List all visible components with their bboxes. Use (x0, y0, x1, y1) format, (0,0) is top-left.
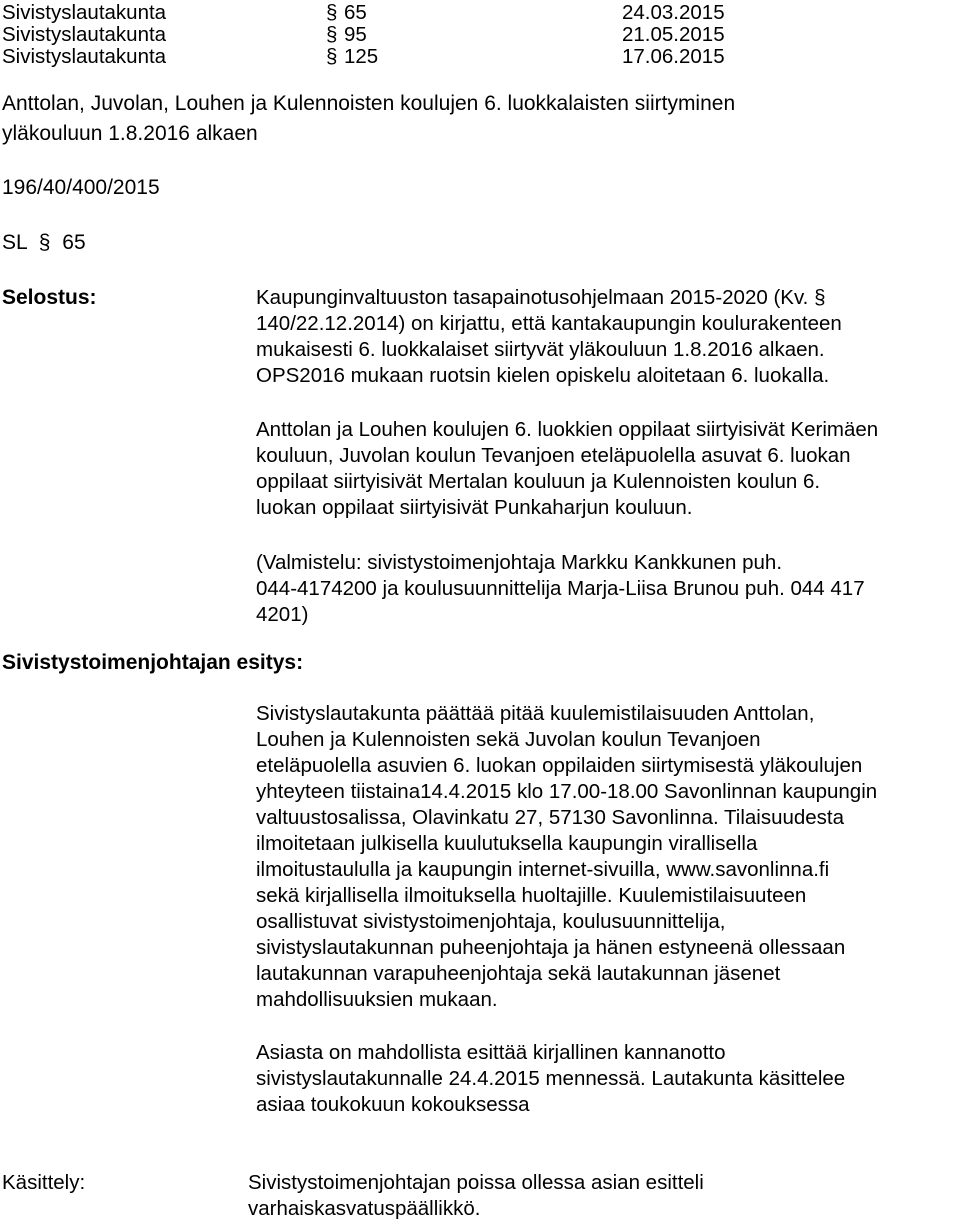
section-mark-3: § (326, 45, 338, 68)
text-line: 4201) (256, 603, 309, 626)
section-reference (2, 228, 86, 258)
esitys-paragraph-1 (256, 701, 877, 1013)
section-ref-prefix: SL (2, 231, 27, 254)
header-body-3: Sivistyslautakunta (2, 45, 167, 68)
text-line: yhteyteen tiistaina14.4.2015 klo 17.00-18.00 Savonlinnan kaupungin (256, 780, 878, 803)
text-line: 044-4174200 ja koulusuunnittelija Marja-Liisa Brunou puh. 044 417 (256, 577, 865, 600)
text-line: kouluun, Juvolan koulun Tevanjoen eteläpuolella asuvat 6. luokan (256, 444, 851, 467)
text-line: Anttolan ja Louhen koulujen 6. luokkien oppilaat siirtyisivät Kerimäen (256, 418, 879, 441)
section-mark-1: § (326, 1, 338, 24)
text-line: mukaisesti 6. luokkalaiset siirtyvät yläkouluun 1.8.2016 alkaen. (256, 338, 825, 361)
selostus-label: Selostus: (2, 286, 97, 309)
text-line: sivistyslautakunnan puheenjohtaja ja hänen estyneenä ollessaan (256, 936, 846, 959)
text-line: Sivistystoimenjohtajan poissa ollessa asian esitteli (248, 1171, 704, 1194)
section-mark-2: § (326, 23, 338, 46)
esitys-paragraph-2 (256, 1040, 845, 1118)
text-line: OPS2016 mukaan ruotsin kielen opiskelu aloitetaan 6. luokalla. (256, 364, 830, 387)
section-ref-number: 65 (62, 231, 86, 254)
text-line: 140/22.12.2014) on kirjattu, että kantakaupungin koulurakenteen (256, 312, 842, 335)
selostus-paragraph-3 (256, 550, 865, 628)
text-line: oppilaat siirtyisivät Mertalan kouluun ja Kulennoisten koulun 6. (256, 470, 821, 493)
text-line: luokan oppilaat siirtyisivät Punkaharjun kouluun. (256, 496, 693, 519)
text-line: eteläpuolella asuvien 6. luokan oppilaiden siirtymisestä yläkoulujen (256, 754, 863, 777)
text-line: sivistyslautakunnalle 24.4.2015 mennessä. Lautakunta käsittelee (256, 1067, 846, 1090)
header-number-2: 95 (344, 23, 367, 46)
selostus-paragraph-1 (256, 285, 842, 389)
text-line: ilmoitetaan julkisella kuulutuksella kaupungin virallisella (256, 832, 758, 855)
text-line: mahdollisuuksien mukaan. (256, 988, 498, 1011)
text-line: Louhen ja Kulennoisten sekä Juvolan koulun Tevanjoen (256, 728, 761, 751)
text-line: Kaupunginvaltuuston tasapainotusohjelmaan 2015-2020 (Kv. § (256, 286, 826, 309)
header-date-3: 17.06.2015 (622, 45, 725, 68)
text-line: ilmoitustaululla ja kaupungin internet-sivuilla, www.savonlinna.fi (256, 858, 830, 881)
esitys-label: Sivistystoimenjohtajan esitys: (2, 651, 304, 674)
text-line: Asiasta on mahdollista esittää kirjallinen kannanotto (256, 1041, 726, 1064)
title-line-2: yläkouluun 1.8.2016 alkaen (2, 122, 258, 145)
text-line: valtuustosalissa, Olavinkatu 27, 57130 Savonlinna. Tilaisuudesta (256, 806, 845, 829)
header-date-1: 24.03.2015 (622, 1, 725, 24)
header-date-2: 21.05.2015 (622, 23, 725, 46)
text-line: (Valmistelu: sivistystoimenjohtaja Markku Kankkunen puh. (256, 551, 783, 574)
document-title (2, 89, 735, 149)
text-line: Sivistyslautakunta päättää pitää kuulemistilaisuuden Anttolan, (256, 702, 815, 725)
text-line: asiaa toukokuun kokouksessa (256, 1093, 530, 1116)
title-line-1: Anttolan, Juvolan, Louhen ja Kulennoisten koulujen 6. luokkalaisten siirtyminen (2, 92, 736, 115)
header-body-2: Sivistyslautakunta (2, 23, 167, 46)
kasittely-text (248, 1170, 704, 1222)
header-number-1: 65 (344, 1, 367, 24)
header-body-1: Sivistyslautakunta (2, 1, 167, 24)
text-line: lautakunnan varapuheenjohtaja sekä lautakunnan jäsenet (256, 962, 781, 985)
header-number-3: 125 (344, 45, 379, 68)
selostus-paragraph-2 (256, 417, 878, 521)
reference-number: 196/40/400/2015 (2, 176, 160, 199)
text-line: sekä kirjallisella ilmoituksella huoltajille. Kuulemistilaisuuteen (256, 884, 807, 907)
section-ref-mark: § (38, 231, 51, 254)
text-line: osallistuvat sivistystoimenjohtaja, koulusuunnittelija, (256, 910, 726, 933)
text-line: varhaiskasvatuspäällikkö. (248, 1197, 481, 1220)
kasittely-label: Käsittely: (2, 1171, 86, 1194)
